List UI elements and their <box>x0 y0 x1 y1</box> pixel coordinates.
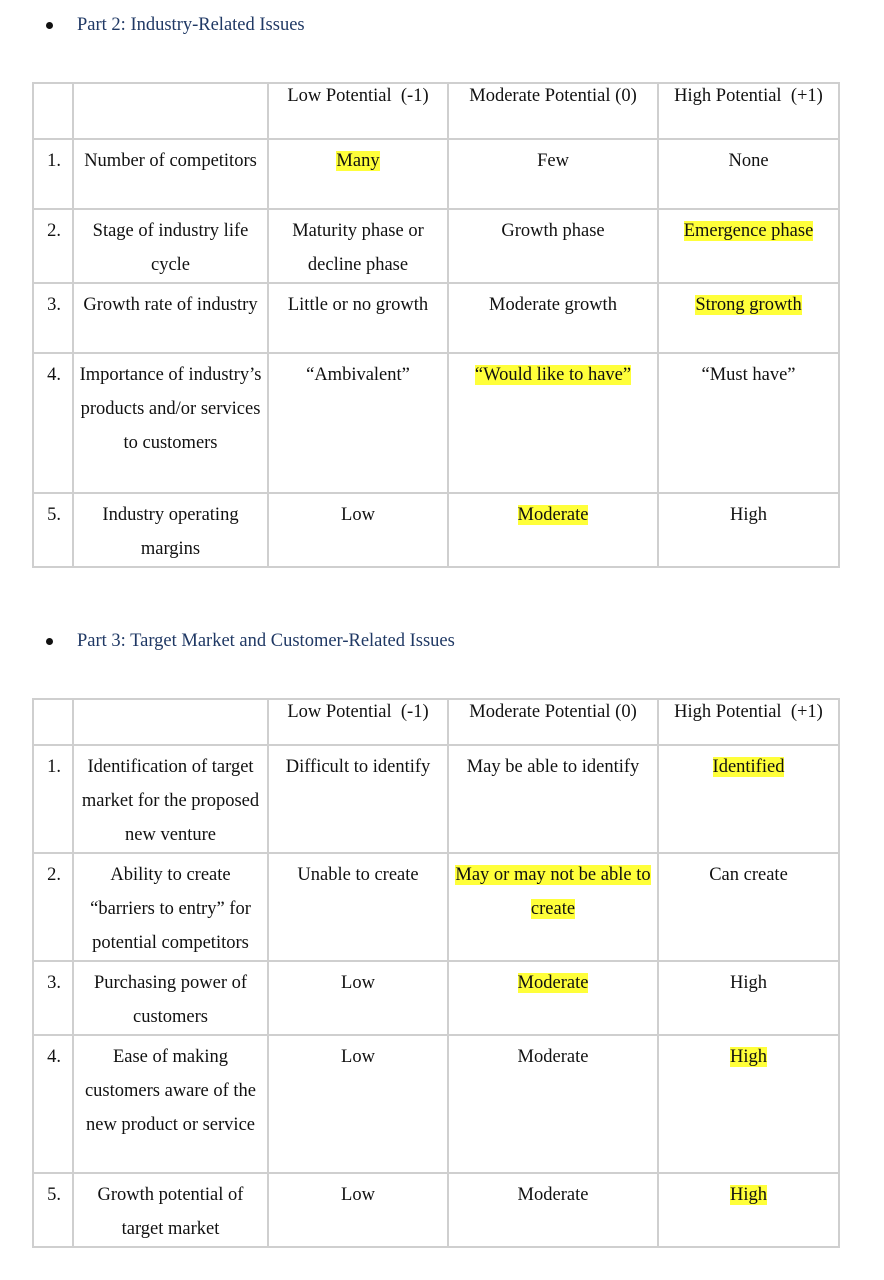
row-criterion: Stage of industry life cycle <box>73 209 268 283</box>
cell-text: High <box>730 1185 767 1205</box>
part2-heading-text: Part 2: Industry-Related Issues <box>77 15 305 35</box>
header-blank <box>73 83 268 139</box>
cell-text: Growth phase <box>501 221 605 241</box>
part2-heading <box>46 13 305 37</box>
part3-heading-text: Part 3: Target Market and Customer-Related Issues <box>77 631 455 651</box>
cell-text: High <box>730 1047 767 1067</box>
cell-text: “Would like to have” <box>474 365 632 385</box>
row-number: 4. <box>33 353 73 493</box>
part3-header-row <box>33 699 839 745</box>
cell-text: Difficult to identify <box>285 757 431 777</box>
row-criterion: Number of competitors <box>73 139 268 209</box>
cell-moderate <box>448 1035 658 1173</box>
cell-moderate <box>448 853 658 961</box>
row-number: 5. <box>33 1173 73 1247</box>
cell-text: “Must have” <box>701 365 796 385</box>
cell-high <box>658 1035 839 1173</box>
cell-high <box>658 745 839 853</box>
table-row <box>33 353 839 493</box>
table-row <box>33 1173 839 1247</box>
bullet-icon <box>46 638 53 645</box>
table-row <box>33 283 839 353</box>
cell-moderate <box>448 283 658 353</box>
part2-table <box>32 82 840 568</box>
cell-text: May or may not be able to create <box>455 865 651 919</box>
cell-high <box>658 353 839 493</box>
table-row <box>33 139 839 209</box>
header-blank <box>33 83 73 139</box>
bullet-icon <box>46 22 53 29</box>
cell-low <box>268 1173 448 1247</box>
cell-text: High <box>730 505 767 525</box>
row-criterion: Industry operating margins <box>73 493 268 567</box>
header-blank <box>73 699 268 745</box>
row-number: 3. <box>33 961 73 1035</box>
cell-low <box>268 139 448 209</box>
cell-low <box>268 853 448 961</box>
cell-text: None <box>728 151 769 171</box>
cell-text: Can create <box>709 865 788 885</box>
cell-low <box>268 283 448 353</box>
cell-moderate <box>448 961 658 1035</box>
header-low: Low Potential (-1) <box>268 699 448 745</box>
cell-moderate <box>448 493 658 567</box>
row-criterion: Importance of industry’s products and/or services to customers <box>73 353 268 493</box>
cell-text: Low <box>341 1047 375 1067</box>
row-number: 2. <box>33 209 73 283</box>
cell-text: Unable to create <box>297 865 419 885</box>
cell-text: Moderate <box>517 1047 589 1067</box>
table-row <box>33 745 839 853</box>
table-row <box>33 853 839 961</box>
cell-low <box>268 745 448 853</box>
cell-high <box>658 853 839 961</box>
header-blank <box>33 699 73 745</box>
header-low: Low Potential (-1) <box>268 83 448 139</box>
cell-high <box>658 961 839 1035</box>
cell-low <box>268 209 448 283</box>
cell-text: Moderate growth <box>489 295 617 315</box>
cell-text: High <box>730 973 767 993</box>
cell-high <box>658 139 839 209</box>
row-number: 3. <box>33 283 73 353</box>
cell-moderate <box>448 353 658 493</box>
header-high: High Potential (+1) <box>658 83 839 139</box>
header-moderate: Moderate Potential (0) <box>448 699 658 745</box>
cell-low <box>268 1035 448 1173</box>
table-row <box>33 1035 839 1173</box>
cell-text: Low <box>341 1185 375 1205</box>
cell-low <box>268 961 448 1035</box>
cell-text: Low <box>341 505 375 525</box>
cell-low <box>268 493 448 567</box>
row-number: 2. <box>33 853 73 961</box>
header-high: High Potential (+1) <box>658 699 839 745</box>
cell-text: Many <box>336 151 380 171</box>
cell-text: May be able to identify <box>466 757 640 777</box>
cell-text: Moderate <box>517 973 589 993</box>
cell-text: Identified <box>712 757 785 777</box>
header-moderate: Moderate Potential (0) <box>448 83 658 139</box>
cell-moderate <box>448 745 658 853</box>
cell-moderate <box>448 1173 658 1247</box>
table-row <box>33 493 839 567</box>
row-number: 5. <box>33 493 73 567</box>
cell-text: “Ambivalent” <box>306 365 410 385</box>
cell-high <box>658 209 839 283</box>
cell-text: Few <box>537 151 569 171</box>
cell-high <box>658 493 839 567</box>
cell-text: Moderate <box>517 1185 589 1205</box>
row-number: 4. <box>33 1035 73 1173</box>
table-row <box>33 961 839 1035</box>
cell-moderate <box>448 209 658 283</box>
cell-text: Emergence phase <box>683 221 814 241</box>
part3-table <box>32 698 840 1248</box>
part2-header-row <box>33 83 839 139</box>
row-criterion: Growth rate of industry <box>73 283 268 353</box>
cell-text: Strong growth <box>695 295 802 315</box>
cell-high <box>658 283 839 353</box>
row-number: 1. <box>33 745 73 853</box>
cell-low <box>268 353 448 493</box>
table-row <box>33 209 839 283</box>
cell-moderate <box>448 139 658 209</box>
part3-heading <box>46 629 455 653</box>
cell-text: Maturity phase or decline phase <box>292 221 424 275</box>
row-criterion: Purchasing power of customers <box>73 961 268 1035</box>
cell-text: Little or no growth <box>287 295 429 315</box>
cell-text: Low <box>341 973 375 993</box>
row-number: 1. <box>33 139 73 209</box>
row-criterion: Ease of making customers aware of the new product or service <box>73 1035 268 1173</box>
row-criterion: Growth potential of target market <box>73 1173 268 1247</box>
cell-high <box>658 1173 839 1247</box>
row-criterion: Identification of target market for the proposed new venture <box>73 745 268 853</box>
cell-text: Moderate <box>517 505 589 525</box>
row-criterion: Ability to create “barriers to entry” for potential competitors <box>73 853 268 961</box>
